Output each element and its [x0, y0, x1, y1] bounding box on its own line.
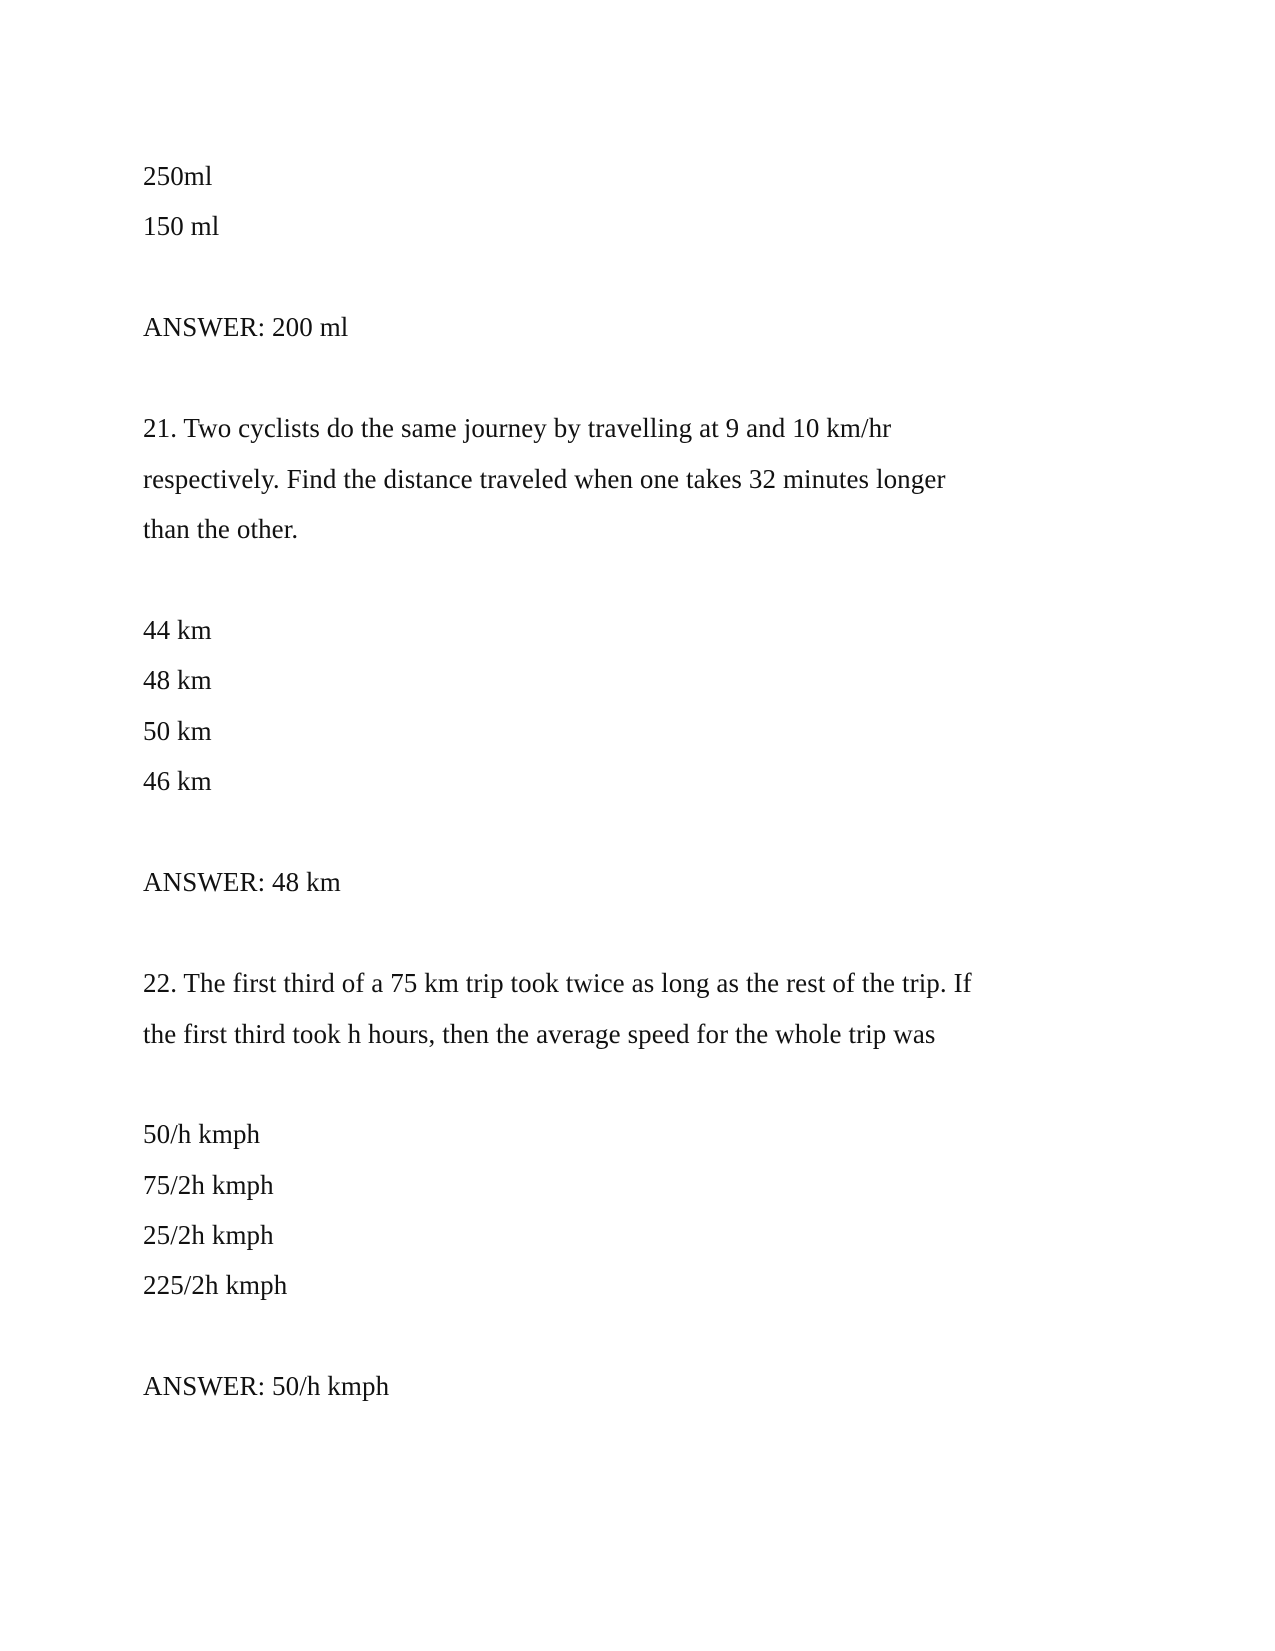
answer-text: ANSWER: 200 ml: [143, 312, 349, 342]
option-text: 46 km: [143, 766, 212, 796]
option-text: 48 km: [143, 665, 212, 695]
answer-text: ANSWER: 50/h kmph: [143, 1371, 390, 1401]
option-text: 75/2h kmph: [143, 1170, 274, 1200]
answer-text: ANSWER: 48 km: [143, 867, 341, 897]
option-text: 44 km: [143, 615, 212, 645]
option-text: 150 ml: [143, 211, 220, 241]
option-text: 50 km: [143, 716, 212, 746]
option-text: 25/2h kmph: [143, 1220, 274, 1250]
option-text: 225/2h kmph: [143, 1270, 288, 1300]
question-text: the first third took h hours, then the average speed for the whole trip was: [143, 1019, 936, 1049]
question-text: respectively. Find the distance traveled when one takes 32 minutes longer: [143, 464, 946, 494]
question-text: 21. Two cyclists do the same journey by travelling at 9 and 10 km/hr: [143, 413, 892, 443]
option-text: 250ml: [143, 161, 213, 191]
question-text: than the other.: [143, 514, 299, 544]
question-text: 22. The first third of a 75 km trip took twice as long as the rest of the trip. If: [143, 968, 972, 998]
option-text: 50/h kmph: [143, 1119, 261, 1149]
